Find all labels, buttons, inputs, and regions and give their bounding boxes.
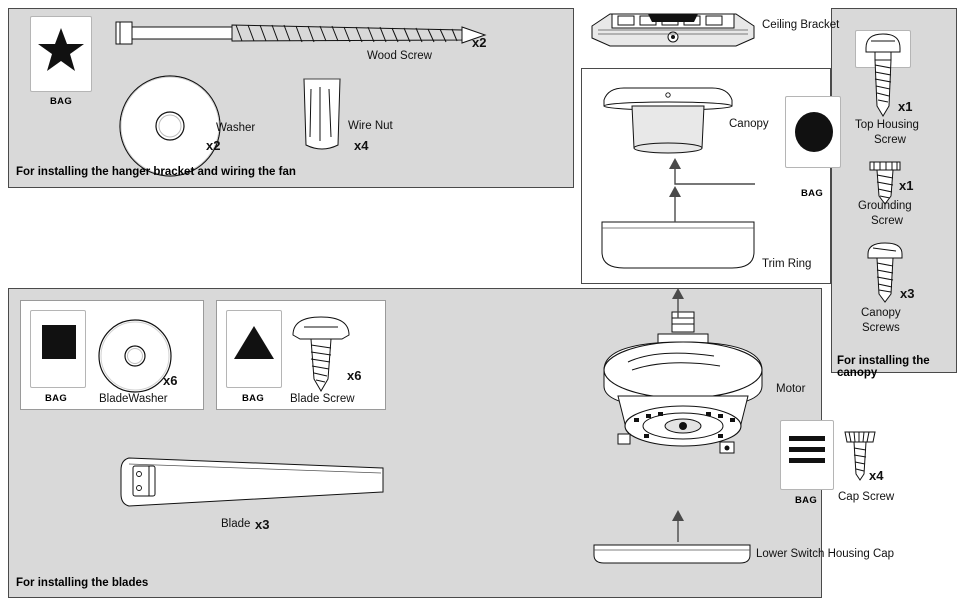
bag-label-wood-screw: BAG [50, 96, 73, 107]
wire-nut-qty: x4 [354, 138, 369, 153]
blade-washer-label: BladeWasher [99, 393, 168, 405]
top-housing-screw-label-2: Screw [874, 134, 906, 146]
canopy-screws-label-1: Canopy [861, 307, 901, 319]
wire-nut-label: Wire Nut [348, 120, 393, 132]
cap-screw-bag-icon [786, 432, 828, 468]
blade-washer-qty: x6 [163, 373, 178, 388]
arrow-trim-to-canopy [660, 186, 690, 222]
star-icon [38, 24, 84, 74]
canopy-label: Canopy [729, 118, 769, 130]
lower-switch-housing-cap-illustration [592, 543, 752, 565]
washer-qty: x2 [206, 138, 221, 153]
bag-label-blade-screw: BAG [242, 393, 265, 404]
canopy-screws-qty: x3 [900, 286, 915, 301]
wire-nut-illustration [298, 75, 346, 155]
washer-illustration [118, 74, 222, 178]
canopy-screws-label-2: Screws [862, 322, 900, 334]
motor-illustration [588, 308, 778, 468]
ceiling-bracket-illustration [588, 6, 758, 50]
motor-label: Motor [776, 383, 806, 395]
blade-washer-illustration [97, 318, 173, 394]
blade-screw-qty: x6 [347, 368, 362, 383]
square-icon [40, 322, 78, 362]
wood-screw-label: Wood Screw [367, 50, 432, 62]
grounding-screw-qty: x1 [899, 178, 914, 193]
trim-ring-illustration [598, 218, 758, 274]
washer-label: Washer [216, 122, 256, 134]
panel-canopy-caption: For installing the canopy [837, 355, 930, 379]
bag-label-blade-washer: BAG [45, 393, 68, 404]
triangle-icon [232, 322, 276, 362]
top-housing-screw-qty: x1 [898, 99, 913, 114]
grounding-screw-label-2: Screw [871, 215, 903, 227]
ceiling-bracket-label: Ceiling Bracket [762, 19, 840, 31]
bag-label-canopy: BAG [801, 188, 824, 199]
blade-screw-label: Blade Screw [290, 393, 355, 405]
cap-screw-label: Cap Screw [838, 491, 895, 503]
panel-blades-caption: For installing the blades [16, 577, 149, 589]
trim-ring-label: Trim Ring [762, 258, 812, 270]
wood-screw-qty: x2 [472, 35, 487, 50]
arrow-canopy-to-bracket [660, 158, 760, 188]
blade-screw-illustration [290, 313, 352, 395]
arrow-motor-up [664, 288, 692, 318]
grommet-icon [793, 110, 835, 154]
blade-illustration [115, 448, 387, 516]
blade-qty: x3 [255, 517, 270, 532]
wood-screw-illustration [110, 10, 490, 62]
lower-switch-housing-cap-label: Lower Switch Housing Cap [756, 548, 895, 560]
top-housing-screw-label-1: Top Housing [855, 119, 919, 131]
cap-screw-qty: x4 [869, 468, 884, 483]
blade-label: Blade [221, 518, 251, 530]
arrow-cap-to-motor [664, 510, 692, 542]
bag-label-cap-screw: BAG [795, 495, 818, 506]
grounding-screw-label-1: Grounding [858, 200, 912, 212]
canopy-illustration [598, 84, 738, 162]
panel-hanger-caption: For installing the hanger bracket and wiring the fan [16, 166, 296, 178]
